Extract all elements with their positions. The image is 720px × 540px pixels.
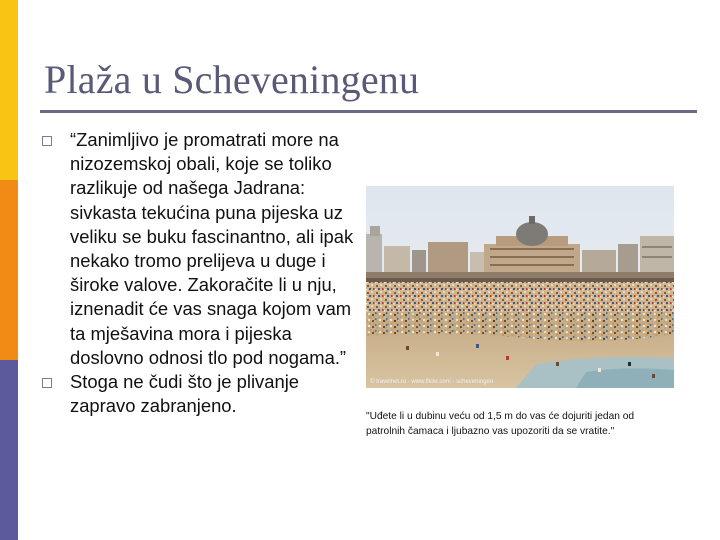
bullet-item — [42, 370, 362, 418]
title-underline — [40, 110, 697, 113]
slide-title: Plaža u Scheveningenu — [44, 57, 420, 102]
beach-photo — [366, 186, 674, 388]
bullet-text: “Zanimljivo je promatrati more na nizozemskoj obali, koje se toliko razlikuje od našega Jadrana: sivkasta tekućina puna pijeska uz veliku se buku fascinantno, ali ipak nekako tromo prelijeva u duge i široke valove. Zakoračite li u nju, iznenadit će vas snaga kojom vam ta mješavina mora i pijeska doslovno odnosi tlo pod nogama.” — [70, 129, 354, 368]
beach-scene-illustration — [366, 186, 674, 388]
photo-caption: "Uđete li u dubinu veću od 1,5 m do vas će dojuriti jedan od patrolnih čamaca i ljubazno vas upozoriti da se vratite." — [366, 411, 635, 437]
square-bullet-icon — [42, 136, 52, 146]
accent-bar-purple — [0, 360, 18, 540]
square-bullet-icon — [42, 378, 52, 388]
accent-bar-yellow — [0, 0, 18, 180]
bullet-item — [42, 128, 362, 370]
bullet-text: Stoga ne čudi što je plivanje zapravo zabranjeno. — [70, 371, 300, 417]
photo-credit: © travelnet.ru · www.flickr.com · scheveningen — [370, 379, 494, 385]
bullet-list — [42, 128, 362, 418]
accent-bar-orange — [0, 180, 18, 360]
